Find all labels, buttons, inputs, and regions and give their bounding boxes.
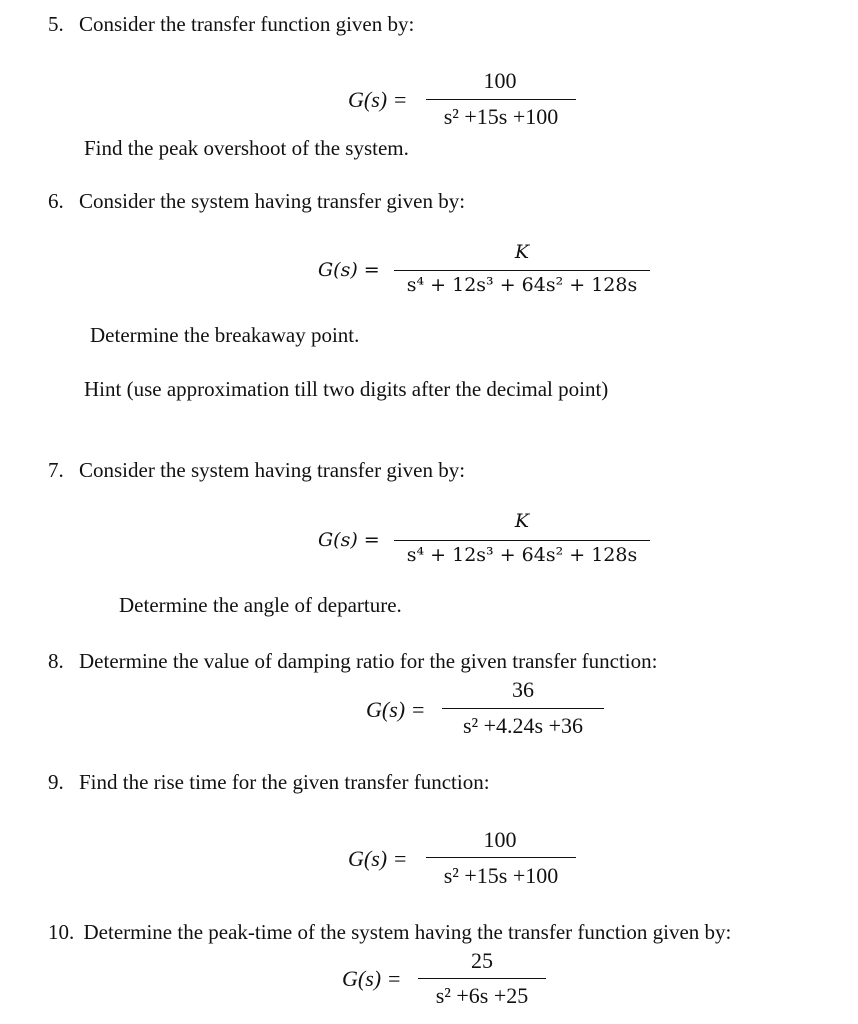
question-5	[48, 14, 414, 35]
fraction-bar	[442, 708, 604, 709]
question-number: 10.	[48, 920, 75, 944]
question-hint: Hint (use approximation till two digits after the decimal point)	[84, 377, 609, 401]
question-7	[48, 460, 465, 481]
equation-lhs: G(s) =	[342, 966, 402, 991]
equation-numerator: K	[514, 241, 530, 263]
fraction-bar	[418, 978, 546, 979]
fraction-bar	[426, 99, 576, 100]
question-instruction: Determine the breakaway point.	[90, 323, 360, 347]
equation-denominator: s² +6s +25	[435, 983, 529, 1008]
equation-numerator: 36	[512, 677, 534, 702]
equation-numerator: K	[514, 510, 530, 532]
question-text: Consider the system having transfer given by:	[79, 458, 466, 482]
equation-denominator: s² +4.24s +36	[462, 713, 584, 738]
question-8	[48, 651, 657, 672]
question-number: 9.	[48, 770, 64, 794]
equation-lhs: G(s) =	[348, 87, 408, 112]
equation-denominator: s⁴ + 12s³ + 64s² + 128s	[406, 544, 638, 566]
question-number: 6.	[48, 189, 64, 213]
question-9	[48, 772, 490, 793]
equation-numerator: 25	[471, 948, 493, 973]
question-instruction: Determine the angle of departure.	[119, 593, 402, 617]
equation-denominator: s⁴ + 12s³ + 64s² + 128s	[406, 274, 638, 296]
equation-denominator: s² +15s +100	[443, 863, 559, 888]
question-text: Determine the peak-time of the system having the transfer function given by:	[83, 920, 732, 944]
fraction-bar	[394, 540, 650, 541]
question-number: 8.	[48, 649, 64, 673]
question-10	[48, 922, 731, 943]
question-instruction: Find the peak overshoot of the system.	[84, 136, 409, 160]
question-6	[48, 191, 465, 212]
equation-lhs: G(s) =	[348, 846, 408, 871]
question-text: Consider the transfer function given by:	[79, 12, 415, 36]
equation-numerator: 100	[483, 68, 517, 93]
equation-lhs: G(s) =	[318, 529, 380, 551]
question-number: 7.	[48, 458, 64, 482]
equation-lhs: G(s) =	[318, 259, 380, 281]
fraction-bar	[394, 270, 650, 271]
equation-lhs: G(s) =	[366, 697, 426, 722]
fraction-bar	[426, 857, 576, 858]
question-text: Determine the value of damping ratio for the given transfer function:	[79, 649, 658, 673]
equation-denominator: s² +15s +100	[443, 104, 559, 129]
question-text: Consider the system having transfer given by:	[79, 189, 466, 213]
question-number: 5.	[48, 12, 64, 36]
equation-numerator: 100	[483, 827, 517, 852]
question-text: Find the rise time for the given transfer function:	[79, 770, 490, 794]
